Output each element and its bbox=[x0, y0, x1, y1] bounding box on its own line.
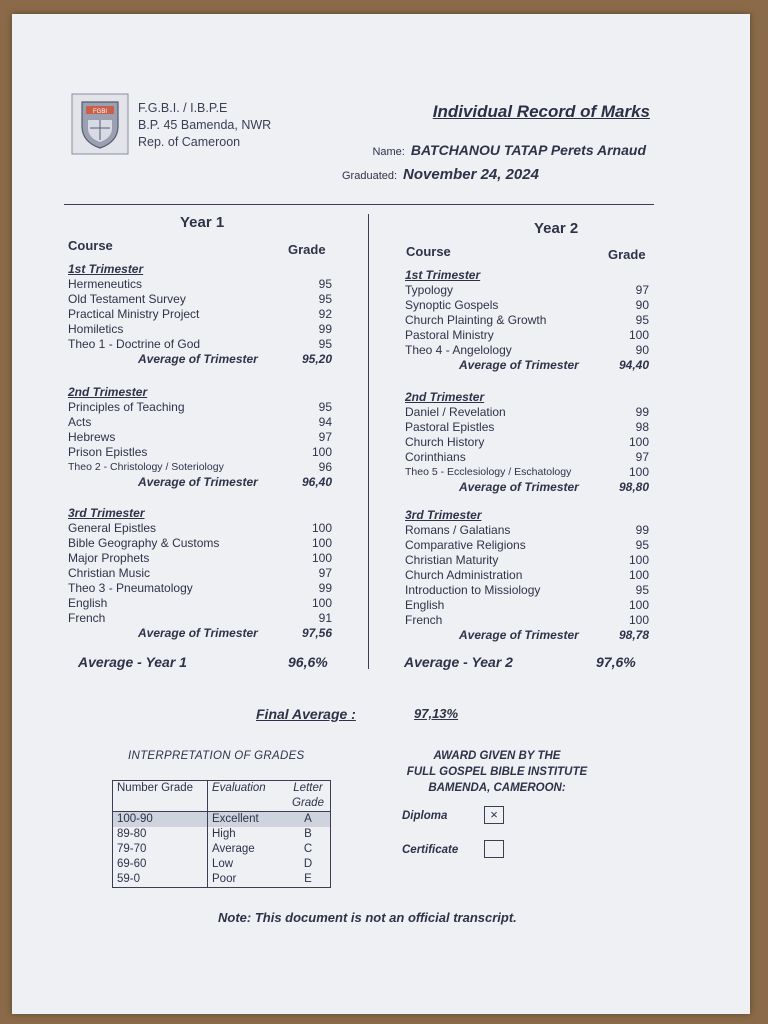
trimester-average-value: 97,56 bbox=[301, 626, 332, 640]
course-grade: 100 bbox=[311, 536, 332, 550]
table-row bbox=[113, 857, 331, 872]
year1-trimester-title: 2nd Trimester bbox=[68, 385, 148, 399]
year1-trimester-title: 3rd Trimester bbox=[68, 506, 145, 520]
year1-average-label: Average - Year 1 bbox=[78, 654, 187, 670]
institution-line: Rep. of Cameroon bbox=[138, 135, 241, 149]
course-name: Homiletics bbox=[68, 322, 124, 336]
document-page bbox=[12, 14, 750, 1014]
award-title bbox=[392, 748, 602, 796]
institution-line: B.P. 45 Bamenda, NWR bbox=[138, 118, 272, 132]
final-average-label: Final Average : bbox=[256, 706, 356, 722]
trimester-average-value: 98,78 bbox=[618, 628, 649, 642]
trimester-average-value: 94,40 bbox=[618, 358, 649, 372]
course-grade: 91 bbox=[318, 611, 332, 625]
institution-address bbox=[138, 100, 271, 151]
course-name: Pastoral Epistles bbox=[405, 420, 495, 434]
course-grade: 97 bbox=[318, 566, 332, 580]
letter-grade: B bbox=[304, 828, 312, 840]
year2-grade-header: Grade bbox=[608, 247, 646, 262]
trimester-average-label: Average of Trimester bbox=[138, 626, 258, 640]
course-grade: 95 bbox=[635, 538, 649, 552]
year2-title: Year 2 bbox=[534, 220, 579, 237]
certificate-label: Certificate bbox=[402, 844, 459, 856]
column-divider bbox=[368, 214, 369, 669]
course-name: Bible Geography & Customs bbox=[68, 536, 220, 550]
diploma-label: Diploma bbox=[402, 810, 448, 822]
institute-crest-logo bbox=[68, 92, 132, 156]
student-name-row bbox=[372, 142, 646, 158]
year2-trimester-title: 3rd Trimester bbox=[405, 508, 482, 522]
year1-trimester-title: 1st Trimester bbox=[68, 262, 144, 276]
trimester-average-value: 95,20 bbox=[301, 352, 332, 366]
course-grade: 100 bbox=[628, 568, 649, 582]
course-name: Principles of Teaching bbox=[68, 400, 185, 414]
grade-range: 89-80 bbox=[113, 827, 208, 842]
course-name: Pastoral Ministry bbox=[405, 328, 494, 342]
trimester-average-label: Average of Trimester bbox=[459, 358, 579, 372]
letter-grade: C bbox=[303, 843, 313, 855]
trimester-average-value: 98,80 bbox=[618, 480, 649, 494]
course-name: Theo 5 - Ecclesiology / Eschatology bbox=[405, 466, 572, 478]
name-label: Name: bbox=[372, 146, 405, 158]
year1-course-header: Course bbox=[68, 238, 113, 253]
course-name: Major Prophets bbox=[68, 551, 150, 565]
course-grade: 97 bbox=[635, 450, 649, 464]
course-name: English bbox=[68, 596, 108, 610]
table-row bbox=[113, 827, 331, 842]
award-line: BAMENDA, CAMEROON: bbox=[428, 782, 566, 794]
grade-range: 69-60 bbox=[113, 857, 208, 872]
course-grade: 95 bbox=[318, 292, 332, 306]
course-name: Comparative Religions bbox=[405, 538, 526, 552]
award-line: FULL GOSPEL BIBLE INSTITUTE bbox=[406, 766, 588, 778]
evaluation-header: Evaluation bbox=[212, 782, 266, 794]
course-grade: 90 bbox=[635, 298, 649, 312]
course-name: French bbox=[68, 611, 106, 625]
course-name: Typology bbox=[405, 283, 454, 297]
course-name: Acts bbox=[68, 415, 92, 429]
grade-evaluation: Low bbox=[212, 858, 234, 870]
letter-grade: A bbox=[304, 813, 312, 825]
document-title: Individual Record of Marks bbox=[432, 102, 650, 121]
course-grade: 100 bbox=[628, 553, 649, 567]
course-name: Church Plainting & Growth bbox=[405, 313, 547, 327]
course-name: Theo 4 - Angelology bbox=[405, 343, 512, 357]
grade-evaluation: High bbox=[212, 828, 236, 840]
award-line: AWARD GIVEN BY THE bbox=[433, 750, 561, 762]
diploma-checkbox[interactable]: × bbox=[484, 806, 504, 824]
year1-grade-header: Grade bbox=[288, 242, 326, 257]
course-name: English bbox=[405, 598, 445, 612]
course-name: Daniel / Revelation bbox=[405, 405, 506, 419]
grade-range: 59-0 bbox=[113, 872, 208, 888]
table-row bbox=[113, 842, 331, 857]
course-name: Synoptic Gospels bbox=[405, 298, 499, 312]
grade-rows bbox=[113, 812, 331, 888]
year1-title: Year 1 bbox=[180, 214, 225, 231]
course-grade: 100 bbox=[628, 328, 649, 342]
course-name: Hermeneutics bbox=[68, 277, 143, 291]
student-name: BATCHANOU TATAP Perets Arnaud bbox=[410, 142, 646, 158]
course-grade: 97 bbox=[635, 283, 649, 297]
course-name: Christian Music bbox=[68, 566, 151, 580]
course-grade: 100 bbox=[628, 435, 649, 449]
trimester-average-label: Average of Trimester bbox=[459, 628, 579, 642]
course-grade: 95 bbox=[635, 313, 649, 327]
course-grade: 100 bbox=[311, 551, 332, 565]
table-row bbox=[113, 872, 331, 888]
course-name: Corinthians bbox=[405, 450, 466, 464]
grade-range: 79-70 bbox=[113, 842, 208, 857]
course-name: Theo 1 - Doctrine of God bbox=[68, 337, 201, 351]
course-grade: 100 bbox=[311, 521, 332, 535]
course-grade: 98 bbox=[635, 420, 649, 434]
grade-evaluation: Excellent bbox=[212, 813, 259, 825]
course-grade: 100 bbox=[628, 598, 649, 612]
course-name: Theo 2 - Christology / Soteriology bbox=[68, 461, 224, 473]
institution-line: F.G.B.I. / I.B.P.E bbox=[138, 101, 228, 115]
disclaimer-note: Note: This document is not an official transcript. bbox=[218, 910, 517, 925]
course-grade: 100 bbox=[628, 613, 649, 627]
course-grade: 100 bbox=[628, 465, 649, 479]
course-grade: 96 bbox=[318, 460, 332, 474]
course-grade: 97 bbox=[318, 430, 332, 444]
year2-course-header: Course bbox=[406, 244, 451, 259]
course-grade: 92 bbox=[318, 307, 332, 321]
number-grade-header: Number Grade bbox=[113, 781, 208, 812]
course-grade: 99 bbox=[635, 405, 649, 419]
course-grade: 99 bbox=[635, 523, 649, 537]
graduation-date: November 24, 2024 bbox=[403, 166, 539, 183]
course-grade: 95 bbox=[318, 400, 332, 414]
course-name: Theo 3 - Pneumatology bbox=[68, 581, 193, 595]
year1-average-value: 96,6% bbox=[288, 654, 328, 670]
grade-range: 100-90 bbox=[113, 812, 208, 828]
course-grade: 90 bbox=[635, 343, 649, 357]
year2-trimester-title: 1st Trimester bbox=[405, 268, 481, 282]
course-name: Hebrews bbox=[68, 430, 116, 444]
course-name: Romans / Galatians bbox=[405, 523, 511, 537]
letter-grade: E bbox=[304, 873, 312, 885]
course-grade: 100 bbox=[311, 596, 332, 610]
course-name: Christian Maturity bbox=[405, 553, 499, 567]
graduation-row bbox=[342, 166, 539, 183]
course-name: Old Testament Survey bbox=[68, 292, 186, 306]
course-grade: 94 bbox=[318, 415, 332, 429]
course-grade: 95 bbox=[318, 337, 332, 351]
final-average-value: 97,13% bbox=[414, 706, 459, 721]
grade-evaluation: Poor bbox=[212, 873, 237, 885]
letter-grade: D bbox=[303, 858, 313, 870]
course-name: Practical Ministry Project bbox=[68, 307, 200, 321]
course-name: Church Administration bbox=[405, 568, 523, 582]
letter-grade-header: Letter Grade bbox=[292, 782, 324, 809]
trimester-average-label: Average of Trimester bbox=[138, 475, 258, 489]
course-name: Prison Epistles bbox=[68, 445, 148, 459]
trimester-average-value: 96,40 bbox=[301, 475, 332, 489]
table-header-row bbox=[113, 781, 331, 812]
header-divider bbox=[64, 204, 654, 205]
course-grade: 99 bbox=[318, 581, 332, 595]
course-name: French bbox=[405, 613, 443, 627]
certificate-checkbox[interactable] bbox=[484, 840, 504, 858]
year2-trimester-title: 2nd Trimester bbox=[405, 390, 485, 404]
course-grade: 95 bbox=[635, 583, 649, 597]
course-name: General Epistles bbox=[68, 521, 157, 535]
course-grade: 99 bbox=[318, 322, 332, 336]
course-grade: 100 bbox=[311, 445, 332, 459]
course-name: Church History bbox=[405, 435, 485, 449]
grade-interpretation-table bbox=[112, 780, 331, 888]
year2-average-label: Average - Year 2 bbox=[404, 654, 513, 670]
course-grade: 95 bbox=[318, 277, 332, 291]
graduated-label: Graduated: bbox=[342, 170, 398, 182]
year2-average-value: 97,6% bbox=[596, 654, 636, 670]
trimester-average-label: Average of Trimester bbox=[459, 480, 579, 494]
course-name: Introduction to Missiology bbox=[405, 583, 541, 597]
grade-evaluation: Average bbox=[212, 843, 255, 855]
logo-text: FGBI bbox=[92, 109, 108, 115]
table-row bbox=[113, 812, 331, 828]
interpretation-title: INTERPRETATION OF GRADES bbox=[128, 750, 305, 762]
trimester-average-label: Average of Trimester bbox=[138, 352, 258, 366]
